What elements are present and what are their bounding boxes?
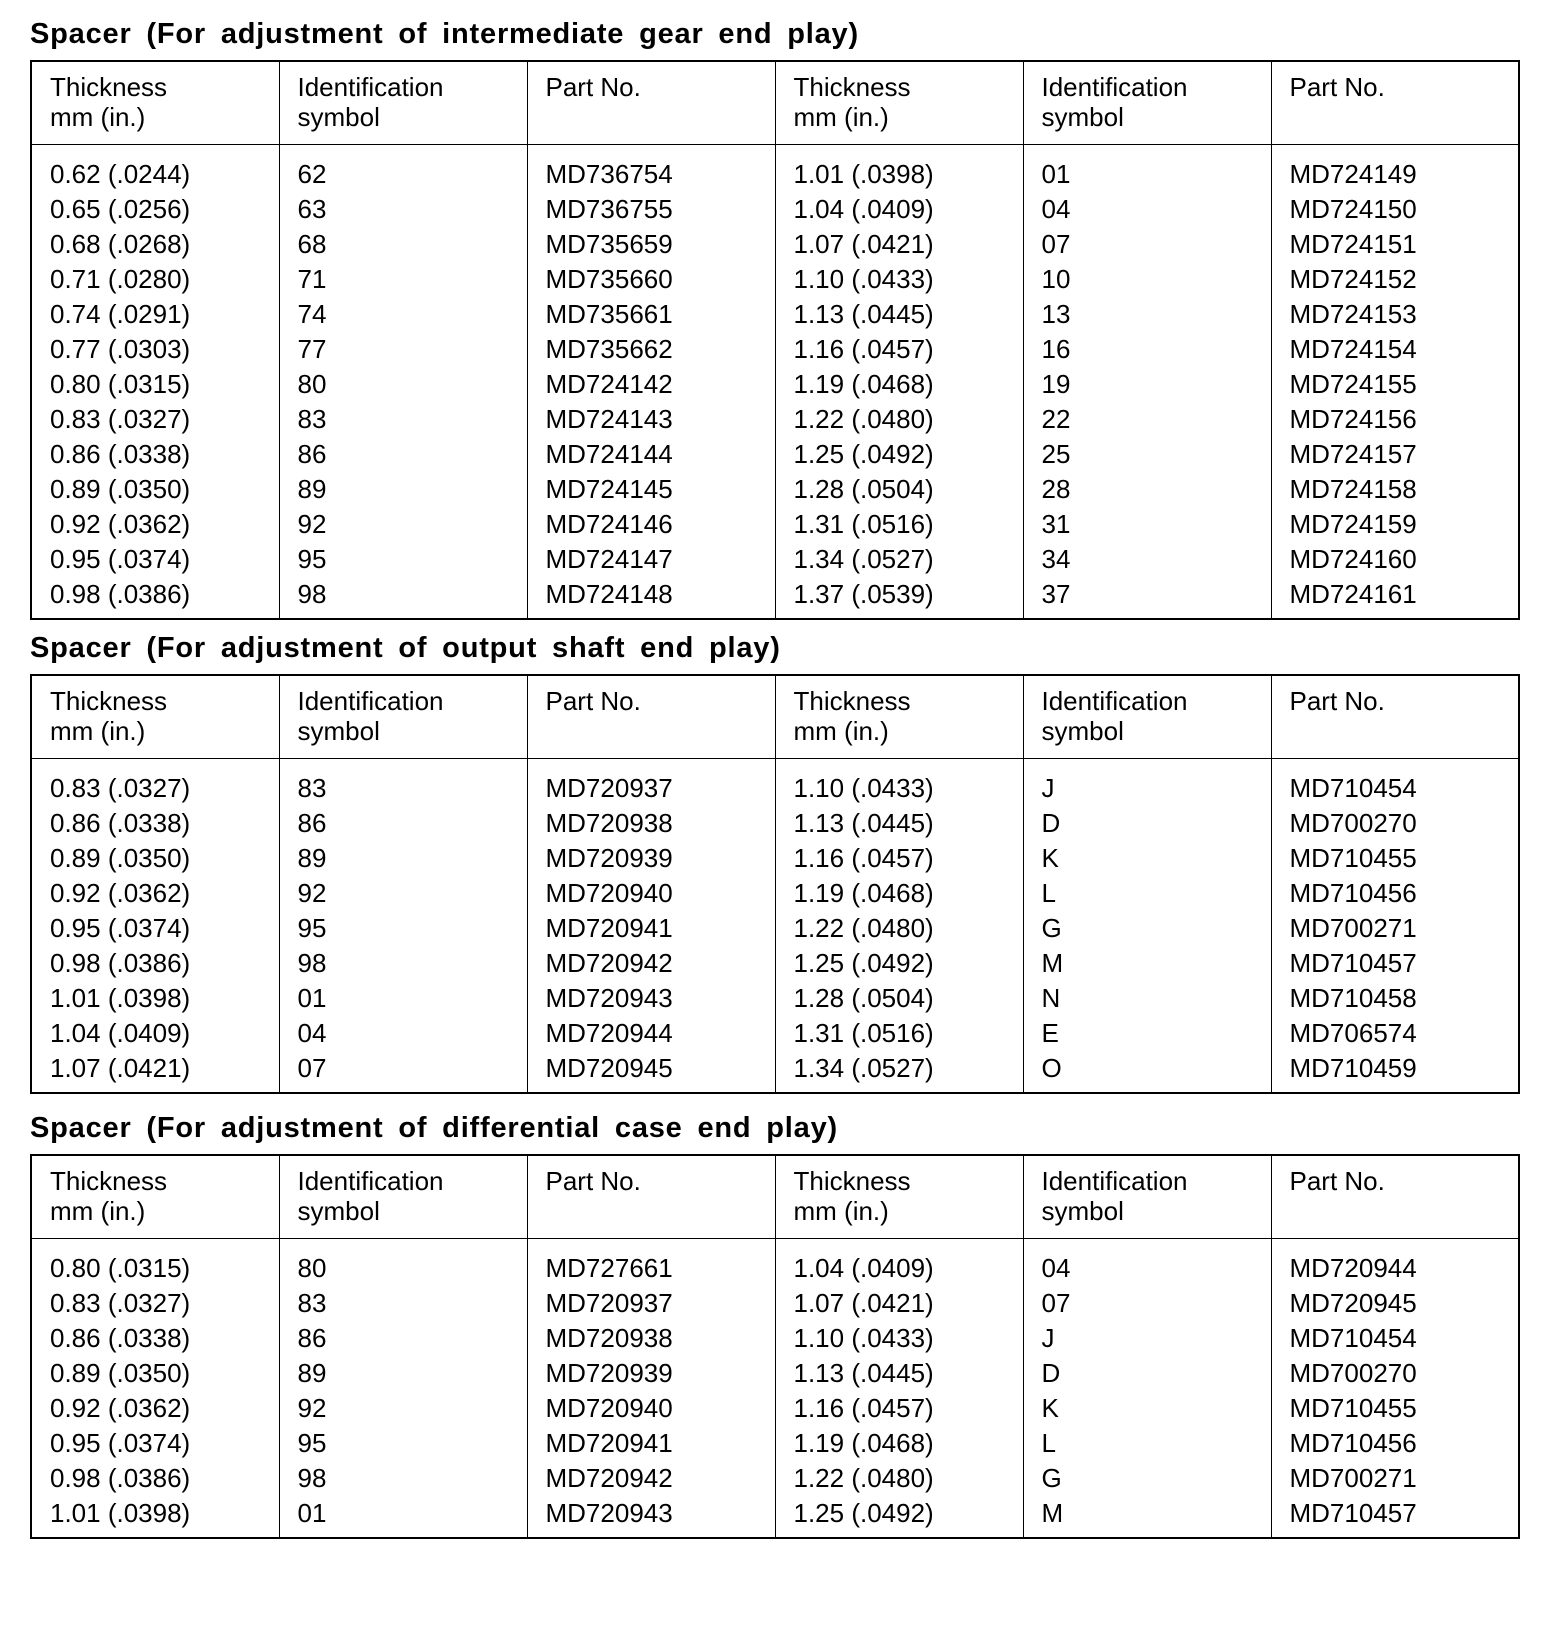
section-title: Spacer (For adjustment of differential case end play): [30, 1112, 838, 1144]
thickness-cell: 0.74 (.0291): [31, 297, 279, 332]
part-no-cell: MD706574: [1289, 1018, 1417, 1048]
identification-symbol-cell: 89: [279, 841, 527, 876]
table-row: [31, 227, 1519, 262]
table-row: [31, 1496, 1519, 1538]
part-no-cell: MD724160: [1289, 544, 1417, 574]
part-no-cell: MD724149: [1289, 159, 1417, 189]
thickness-cell: 0.92 (.0362): [31, 507, 279, 542]
identification-symbol-header: [1023, 1155, 1271, 1239]
thickness-cell: 1.25 (.0492): [775, 437, 1023, 472]
table-row: [31, 262, 1519, 297]
identification-symbol-cell: D: [1023, 806, 1271, 841]
spacer-output-shaft-section: [30, 630, 1518, 1094]
identification-symbol-cell: 25: [1023, 437, 1271, 472]
thickness-cell: 0.92 (.0362): [31, 1391, 279, 1426]
spacer-table-intermediate-gear: [30, 60, 1520, 620]
identification-symbol-cell: 07: [1023, 1286, 1271, 1321]
part-no-cell: MD700270: [1289, 1358, 1417, 1388]
header-label: Part No.: [1289, 686, 1385, 716]
header-label: symbol: [297, 1196, 380, 1226]
table-row: [31, 1051, 1519, 1093]
identification-symbol-cell: 16: [1023, 332, 1271, 367]
identification-symbol-cell: 07: [1023, 227, 1271, 262]
thickness-cell: 1.04 (.0409): [775, 1239, 1023, 1287]
part-no-cell: MD735660: [527, 262, 775, 297]
table-row: [31, 437, 1519, 472]
identification-symbol-cell: G: [1023, 911, 1271, 946]
identification-symbol-cell: 89: [279, 1356, 527, 1391]
thickness-cell: 0.89 (.0350): [31, 1356, 279, 1391]
thickness-cell: 1.07 (.0421): [31, 1051, 279, 1093]
thickness-cell: 1.34 (.0527): [775, 1051, 1023, 1093]
identification-symbol-cell: 95: [279, 911, 527, 946]
identification-symbol-cell: 04: [279, 1016, 527, 1051]
header-label: Thickness: [50, 686, 168, 716]
identification-symbol-cell: 89: [279, 472, 527, 507]
identification-symbol-cell: M: [1023, 946, 1271, 981]
thickness-header: [775, 1155, 1023, 1239]
header-label: Thickness: [50, 1166, 168, 1196]
identification-symbol-cell: 92: [279, 876, 527, 911]
part-no-cell: MD720938: [527, 1321, 775, 1356]
thickness-cell: 1.10 (.0433): [775, 1321, 1023, 1356]
part-no-cell: MD710454: [1289, 1323, 1417, 1353]
identification-symbol-cell: 95: [279, 1426, 527, 1461]
thickness-cell: 0.92 (.0362): [31, 876, 279, 911]
thickness-header: [31, 61, 279, 145]
part-no-cell: MD720939: [527, 841, 775, 876]
part-no-cell: MD720938: [527, 806, 775, 841]
table-row: [31, 472, 1519, 507]
section-title: Spacer (For adjustment of intermediate gear end play): [30, 18, 859, 50]
thickness-cell: 1.28 (.0504): [775, 981, 1023, 1016]
part-no-cell: MD720945: [527, 1051, 775, 1093]
identification-symbol-cell: 74: [279, 297, 527, 332]
part-no-cell: MD724142: [527, 367, 775, 402]
part-no-cell: MD724158: [1289, 474, 1417, 504]
thickness-cell: 1.25 (.0492): [775, 1496, 1023, 1538]
identification-symbol-cell: 98: [279, 577, 527, 619]
part-no-cell: MD724147: [527, 542, 775, 577]
thickness-cell: 1.31 (.0516): [775, 1016, 1023, 1051]
identification-symbol-cell: M: [1023, 1496, 1271, 1538]
part-no-cell: MD720942: [527, 1461, 775, 1496]
part-no-cell: MD724155: [1289, 369, 1417, 399]
identification-symbol-cell: J: [1023, 759, 1271, 807]
identification-symbol-cell: 83: [279, 1286, 527, 1321]
table-row: [31, 981, 1519, 1016]
part-no-cell: MD720943: [527, 1496, 775, 1538]
spacer-differential-case-section: [30, 1110, 1518, 1539]
thickness-cell: 1.13 (.0445): [775, 297, 1023, 332]
part-no-cell: MD710454: [1289, 773, 1417, 803]
identification-symbol-cell: N: [1023, 981, 1271, 1016]
table-row: [31, 1461, 1519, 1496]
thickness-cell: 1.16 (.0457): [775, 1391, 1023, 1426]
table-header-row: [31, 1155, 1519, 1239]
part-no-cell: MD724144: [527, 437, 775, 472]
identification-symbol-cell: 86: [279, 806, 527, 841]
header-label: Part No.: [545, 72, 641, 102]
thickness-cell: 0.65 (.0256): [31, 192, 279, 227]
part-no-cell: MD720941: [527, 911, 775, 946]
identification-symbol-cell: K: [1023, 1391, 1271, 1426]
part-no-cell: MD724152: [1289, 264, 1417, 294]
header-label: symbol: [1041, 716, 1124, 746]
part-no-cell: MD727661: [527, 1239, 775, 1287]
thickness-cell: 0.80 (.0315): [31, 1239, 279, 1287]
header-label: Part No.: [545, 1166, 641, 1196]
part-no-cell: MD724154: [1289, 334, 1417, 364]
table-row: [31, 806, 1519, 841]
part-no-cell: MD724153: [1289, 299, 1417, 329]
thickness-cell: 0.68 (.0268): [31, 227, 279, 262]
thickness-cell: 0.83 (.0327): [31, 402, 279, 437]
table-row: [31, 876, 1519, 911]
thickness-cell: 1.01 (.0398): [31, 981, 279, 1016]
table-row: [31, 145, 1519, 193]
identification-symbol-cell: 77: [279, 332, 527, 367]
part-no-header: [527, 675, 775, 759]
table-row: [31, 759, 1519, 807]
spacer-intermediate-gear-section: [30, 16, 1518, 620]
thickness-cell: 1.31 (.0516): [775, 507, 1023, 542]
thickness-cell: 1.01 (.0398): [31, 1496, 279, 1538]
thickness-cell: 1.10 (.0433): [775, 759, 1023, 807]
part-no-cell: MD720937: [527, 759, 775, 807]
section-title: Spacer (For adjustment of output shaft end play): [30, 632, 781, 664]
part-no-cell: MD720937: [527, 1286, 775, 1321]
part-no-cell: MD710456: [1289, 1428, 1417, 1458]
thickness-cell: 1.19 (.0468): [775, 367, 1023, 402]
identification-symbol-cell: 01: [279, 1496, 527, 1538]
thickness-cell: 1.04 (.0409): [775, 192, 1023, 227]
part-no-cell: MD724146: [527, 507, 775, 542]
identification-symbol-cell: G: [1023, 1461, 1271, 1496]
thickness-cell: 0.89 (.0350): [31, 841, 279, 876]
thickness-cell: 0.86 (.0338): [31, 437, 279, 472]
identification-symbol-cell: 80: [279, 1239, 527, 1287]
identification-symbol-cell: 01: [1023, 145, 1271, 193]
part-no-cell: MD710458: [1289, 983, 1417, 1013]
header-label: Part No.: [545, 686, 641, 716]
table-row: [31, 332, 1519, 367]
part-no-cell: MD720940: [527, 876, 775, 911]
identification-symbol-cell: 86: [279, 437, 527, 472]
thickness-cell: 1.07 (.0421): [775, 1286, 1023, 1321]
part-no-cell: MD736754: [527, 145, 775, 193]
header-label: symbol: [1041, 102, 1124, 132]
part-no-cell: MD724148: [527, 577, 775, 619]
spacer-table-differential-case: [30, 1154, 1520, 1539]
table-row: [31, 841, 1519, 876]
table-header-row: [31, 675, 1519, 759]
thickness-cell: 1.22 (.0480): [775, 402, 1023, 437]
part-no-cell: MD710455: [1289, 843, 1417, 873]
header-label: Identification: [1041, 72, 1188, 102]
table-row: [31, 1356, 1519, 1391]
thickness-cell: 0.86 (.0338): [31, 1321, 279, 1356]
identification-symbol-cell: E: [1023, 1016, 1271, 1051]
thickness-cell: 0.98 (.0386): [31, 946, 279, 981]
thickness-cell: 0.62 (.0244): [31, 145, 279, 193]
header-label: symbol: [1041, 1196, 1124, 1226]
table-row: [31, 1321, 1519, 1356]
part-no-cell: MD720945: [1289, 1288, 1417, 1318]
table-row: [31, 507, 1519, 542]
table-row: [31, 542, 1519, 577]
header-label: mm (in.): [50, 102, 146, 132]
identification-symbol-header: [279, 1155, 527, 1239]
table-row: [31, 192, 1519, 227]
header-label: mm (in.): [50, 716, 146, 746]
table-row: [31, 367, 1519, 402]
identification-symbol-cell: J: [1023, 1321, 1271, 1356]
part-no-cell: MD720943: [527, 981, 775, 1016]
thickness-cell: 1.22 (.0480): [775, 1461, 1023, 1496]
table-row: [31, 577, 1519, 619]
identification-symbol-header: [1023, 61, 1271, 145]
thickness-cell: 0.86 (.0338): [31, 806, 279, 841]
header-label: mm (in.): [793, 716, 889, 746]
thickness-cell: 0.95 (.0374): [31, 1426, 279, 1461]
header-label: Part No.: [1289, 72, 1385, 102]
table-header-row: [31, 61, 1519, 145]
part-no-cell: MD724151: [1289, 229, 1417, 259]
identification-symbol-cell: D: [1023, 1356, 1271, 1391]
thickness-cell: 0.83 (.0327): [31, 759, 279, 807]
part-no-cell: MD700271: [1289, 913, 1417, 943]
header-label: mm (in.): [50, 1196, 146, 1226]
table-row: [31, 297, 1519, 332]
part-no-header: [527, 1155, 775, 1239]
thickness-cell: 1.04 (.0409): [31, 1016, 279, 1051]
header-label: Thickness: [793, 72, 911, 102]
identification-symbol-cell: L: [1023, 876, 1271, 911]
part-no-cell: MD710459: [1289, 1053, 1417, 1083]
identification-symbol-cell: K: [1023, 841, 1271, 876]
identification-symbol-cell: 07: [279, 1051, 527, 1093]
thickness-header: [31, 1155, 279, 1239]
thickness-cell: 0.98 (.0386): [31, 1461, 279, 1496]
part-no-cell: MD710456: [1289, 878, 1417, 908]
header-label: mm (in.): [793, 102, 889, 132]
thickness-cell: 1.16 (.0457): [775, 841, 1023, 876]
identification-symbol-cell: 01: [279, 981, 527, 1016]
thickness-header: [31, 675, 279, 759]
identification-symbol-header: [1023, 675, 1271, 759]
part-no-cell: MD720942: [527, 946, 775, 981]
thickness-header: [775, 61, 1023, 145]
part-no-cell: MD724143: [527, 402, 775, 437]
part-no-cell: MD710457: [1289, 948, 1417, 978]
header-label: Identification: [297, 686, 444, 716]
part-no-cell: MD736755: [527, 192, 775, 227]
part-no-cell: MD720940: [527, 1391, 775, 1426]
identification-symbol-cell: 19: [1023, 367, 1271, 402]
thickness-cell: 0.95 (.0374): [31, 911, 279, 946]
table-row: [31, 402, 1519, 437]
identification-symbol-cell: L: [1023, 1426, 1271, 1461]
thickness-cell: 0.77 (.0303): [31, 332, 279, 367]
spacer-table-output-shaft: [30, 674, 1520, 1094]
part-no-cell: MD720944: [527, 1016, 775, 1051]
header-label: Identification: [297, 1166, 444, 1196]
part-no-cell: MD724150: [1289, 194, 1417, 224]
header-label: Thickness: [793, 1166, 911, 1196]
part-no-cell: MD720944: [1289, 1253, 1417, 1283]
part-no-cell: MD735659: [527, 227, 775, 262]
thickness-cell: 1.16 (.0457): [775, 332, 1023, 367]
thickness-cell: 1.01 (.0398): [775, 145, 1023, 193]
table-row: [31, 946, 1519, 981]
thickness-cell: 1.37 (.0539): [775, 577, 1023, 619]
identification-symbol-header: [279, 675, 527, 759]
thickness-header: [775, 675, 1023, 759]
identification-symbol-cell: 80: [279, 367, 527, 402]
part-no-header: [1271, 1155, 1519, 1239]
identification-symbol-cell: 31: [1023, 507, 1271, 542]
header-label: Part No.: [1289, 1166, 1385, 1196]
thickness-cell: 0.71 (.0280): [31, 262, 279, 297]
identification-symbol-cell: 68: [279, 227, 527, 262]
part-no-cell: MD724161: [1289, 579, 1417, 609]
identification-symbol-cell: 62: [279, 145, 527, 193]
part-no-cell: MD700270: [1289, 808, 1417, 838]
identification-symbol-cell: 10: [1023, 262, 1271, 297]
identification-symbol-cell: 63: [279, 192, 527, 227]
header-label: Identification: [297, 72, 444, 102]
part-no-header: [1271, 61, 1519, 145]
identification-symbol-header: [279, 61, 527, 145]
header-label: Thickness: [50, 72, 168, 102]
part-no-cell: MD735662: [527, 332, 775, 367]
identification-symbol-cell: 37: [1023, 577, 1271, 619]
table-row: [31, 1016, 1519, 1051]
identification-symbol-cell: 04: [1023, 192, 1271, 227]
header-label: mm (in.): [793, 1196, 889, 1226]
table-row: [31, 1286, 1519, 1321]
identification-symbol-cell: 34: [1023, 542, 1271, 577]
part-no-cell: MD710457: [1289, 1498, 1417, 1528]
table-row: [31, 1239, 1519, 1287]
identification-symbol-cell: 28: [1023, 472, 1271, 507]
header-label: Identification: [1041, 1166, 1188, 1196]
part-no-cell: MD724159: [1289, 509, 1417, 539]
identification-symbol-cell: 22: [1023, 402, 1271, 437]
part-no-cell: MD700271: [1289, 1463, 1417, 1493]
part-no-cell: MD720939: [527, 1356, 775, 1391]
thickness-cell: 1.13 (.0445): [775, 1356, 1023, 1391]
header-label: symbol: [297, 102, 380, 132]
thickness-cell: 1.34 (.0527): [775, 542, 1023, 577]
thickness-cell: 1.10 (.0433): [775, 262, 1023, 297]
thickness-cell: 1.22 (.0480): [775, 911, 1023, 946]
part-no-cell: MD720941: [527, 1426, 775, 1461]
identification-symbol-cell: 92: [279, 1391, 527, 1426]
identification-symbol-cell: 83: [279, 759, 527, 807]
part-no-cell: MD735661: [527, 297, 775, 332]
identification-symbol-cell: 95: [279, 542, 527, 577]
thickness-cell: 1.19 (.0468): [775, 876, 1023, 911]
thickness-cell: 1.07 (.0421): [775, 227, 1023, 262]
part-no-header: [527, 61, 775, 145]
header-label: symbol: [297, 716, 380, 746]
header-label: Thickness: [793, 686, 911, 716]
identification-symbol-cell: 86: [279, 1321, 527, 1356]
thickness-cell: 0.80 (.0315): [31, 367, 279, 402]
thickness-cell: 1.13 (.0445): [775, 806, 1023, 841]
thickness-cell: 0.83 (.0327): [31, 1286, 279, 1321]
identification-symbol-cell: 13: [1023, 297, 1271, 332]
identification-symbol-cell: 98: [279, 946, 527, 981]
thickness-cell: 1.25 (.0492): [775, 946, 1023, 981]
table-row: [31, 911, 1519, 946]
table-row: [31, 1426, 1519, 1461]
table-row: [31, 1391, 1519, 1426]
part-no-cell: MD710455: [1289, 1393, 1417, 1423]
part-no-cell: MD724145: [527, 472, 775, 507]
identification-symbol-cell: 92: [279, 507, 527, 542]
thickness-cell: 1.28 (.0504): [775, 472, 1023, 507]
part-no-header: [1271, 675, 1519, 759]
identification-symbol-cell: 04: [1023, 1239, 1271, 1287]
thickness-cell: 1.19 (.0468): [775, 1426, 1023, 1461]
identification-symbol-cell: 98: [279, 1461, 527, 1496]
thickness-cell: 0.89 (.0350): [31, 472, 279, 507]
part-no-cell: MD724156: [1289, 404, 1417, 434]
identification-symbol-cell: 71: [279, 262, 527, 297]
part-no-cell: MD724157: [1289, 439, 1417, 469]
thickness-cell: 0.98 (.0386): [31, 577, 279, 619]
identification-symbol-cell: 83: [279, 402, 527, 437]
identification-symbol-cell: O: [1023, 1051, 1271, 1093]
header-label: Identification: [1041, 686, 1188, 716]
thickness-cell: 0.95 (.0374): [31, 542, 279, 577]
